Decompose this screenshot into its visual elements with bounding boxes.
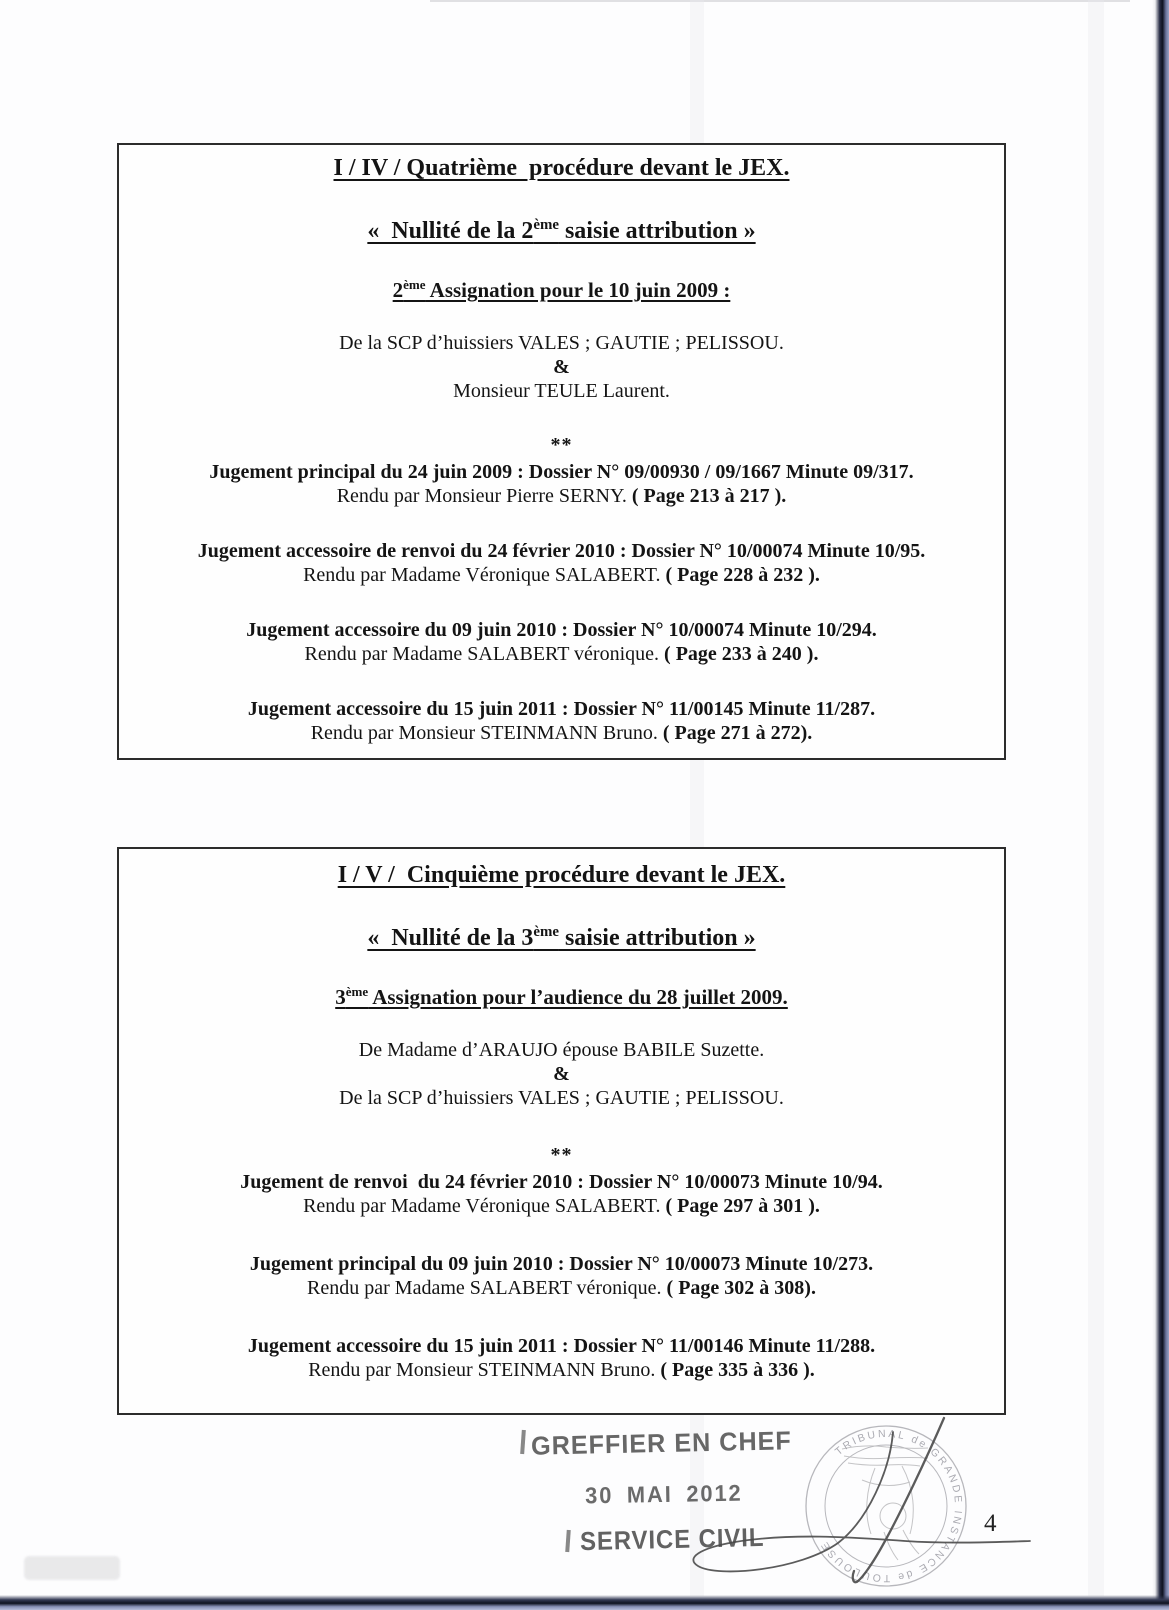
judgment-entry — [119, 460, 1004, 508]
judgment-pages: ( Page 213 à 217 ). — [631, 485, 787, 507]
judgment-entry — [119, 1334, 1004, 1382]
ordinal-superscript: ème — [533, 217, 559, 233]
section-title: I / V / Cinquième procédure devant le JEX. — [337, 862, 786, 888]
judgment-title: Jugement principal du 09 juin 2010 : Dossier N° 10/00073 Minute 10/273. — [249, 1253, 874, 1275]
date-stamp: 30 MAI 2012 — [584, 1479, 743, 1509]
judgment-title: Jugement accessoire du 09 juin 2010 : Dossier N° 10/00074 Minute 10/294. — [246, 619, 877, 641]
judgment-pages: ( Page 302 à 308). — [666, 1277, 816, 1299]
judgment-detail — [119, 721, 1004, 745]
separator-stars: ** — [550, 434, 573, 456]
subtitle-text: « Nullité de la 3 — [367, 925, 534, 951]
judgment-title: Jugement accessoire de renvoi du 24 février 2010 : Dossier N° 10/00074 Minute 10/95. — [197, 540, 926, 562]
party-line: De la SCP d’huissiers VALES ; GAUTIE ; PELISSOU. — [339, 1087, 784, 1109]
judgment-body: Rendu par Monsieur Pierre SERNY. — [336, 485, 632, 507]
party-line: De la SCP d’huissiers VALES ; GAUTIE ; PELISSOU. — [339, 332, 784, 354]
judgment-pages: ( Page 271 à 272). — [662, 722, 813, 744]
judgment-title: Jugement accessoire du 15 juin 2011 : Dossier N° 11/00145 Minute 11/287. — [247, 698, 876, 720]
judgment-detail — [119, 1276, 1004, 1300]
separator-stars: ** — [550, 1144, 573, 1166]
seal-ring-text: TRIBUNAL de GRANDE INSTANCE de TOULOUSE — [817, 1427, 965, 1585]
seal-inner-ring — [825, 1445, 947, 1567]
scan-edge-right — [1152, 0, 1169, 1610]
judgment-pages: ( Page 297 à 301 ). — [665, 1195, 820, 1217]
scan-edge-bottom — [0, 1595, 1169, 1610]
ampersand: & — [553, 1063, 570, 1085]
assignation-text: 3 — [335, 985, 346, 1009]
subtitle-text: saisie attribution » — [558, 925, 756, 951]
scan-top-hairline — [430, 0, 1130, 2]
service-civil-stamp-line: SERVICE CIVIL — [579, 1521, 765, 1557]
procedure-section-4 — [117, 143, 1006, 760]
judgment-entry — [119, 539, 1004, 587]
stamp-ink-mark — [520, 1430, 526, 1454]
judgment-pages: ( Page 233 à 240 ). — [664, 643, 819, 665]
judgment-body: Rendu par Monsieur STEINMANN Bruno. — [308, 1359, 661, 1381]
ordinal-superscript: ème — [533, 924, 559, 940]
party-line: Monsieur TEULE Laurent. — [453, 380, 670, 402]
ordinal-superscript: ème — [403, 277, 426, 292]
assignation-heading — [119, 985, 1004, 1010]
ampersand: & — [553, 356, 570, 378]
seal-emblem — [842, 1446, 928, 1560]
judgment-body: Rendu par Monsieur STEINMANN Bruno. — [310, 722, 663, 744]
judgment-detail — [119, 563, 1004, 587]
judgment-body: Rendu par Madame SALABERT véronique. — [304, 643, 665, 665]
judgment-detail — [119, 1194, 1004, 1218]
judgment-entry — [119, 1170, 1004, 1218]
seal-outer-ring — [806, 1426, 966, 1586]
assignation-text: Assignation pour le 10 juin 2009 : — [425, 278, 731, 302]
scan-streak — [1088, 0, 1104, 1596]
assignation-text: Assignation pour l’audience du 28 juillet 2009. — [368, 985, 788, 1009]
judgment-entry — [119, 618, 1004, 666]
subtitle-text: « Nullité de la 2 — [367, 218, 534, 244]
parties-block — [119, 1038, 1004, 1110]
section-title: I / IV / Quatrième procédure devant le JEX. — [333, 155, 790, 181]
judgment-title: Jugement accessoire du 15 juin 2011 : Dossier N° 11/00146 Minute 11/288. — [247, 1335, 876, 1357]
judgment-entry — [119, 697, 1004, 745]
judgment-entry — [119, 1252, 1004, 1300]
judgment-title: Jugement principal du 24 juin 2009 : Dossier N° 09/00930 / 09/1667 Minute 09/317. — [209, 461, 914, 483]
greffier-stamp-line: GREFFIER EN CHEF — [530, 1425, 793, 1461]
procedure-section-5 — [117, 847, 1006, 1415]
subtitle-text: saisie attribution » — [558, 218, 756, 244]
judgment-pages: ( Page 335 à 336 ). — [660, 1359, 815, 1381]
scan-smudge — [24, 1556, 120, 1580]
parties-block — [119, 331, 1004, 403]
court-seal — [806, 1426, 966, 1586]
section-subtitle — [119, 925, 1004, 952]
judgment-title: Jugement de renvoi du 24 février 2010 : Dossier N° 10/00073 Minute 10/94. — [240, 1171, 883, 1193]
stamp-ink-mark — [565, 1530, 571, 1552]
assignation-heading — [119, 278, 1004, 303]
assignation-text: 2 — [392, 278, 404, 302]
judgment-detail — [119, 642, 1004, 666]
section-subtitle — [119, 218, 1004, 245]
page-number: 4 — [984, 1510, 997, 1537]
judgment-body: Rendu par Madame Véronique SALABERT. — [303, 1195, 666, 1217]
party-line: De Madame d’ARAUJO épouse BABILE Suzette. — [358, 1039, 765, 1061]
judgment-pages: ( Page 228 à 232 ). — [665, 564, 820, 586]
ordinal-superscript: ème — [345, 984, 369, 999]
judgment-body: Rendu par Madame SALABERT véronique. — [307, 1277, 667, 1299]
judgment-detail — [119, 1358, 1004, 1382]
judgment-body: Rendu par Madame Véronique SALABERT. — [303, 564, 666, 586]
judgment-detail — [119, 484, 1004, 508]
